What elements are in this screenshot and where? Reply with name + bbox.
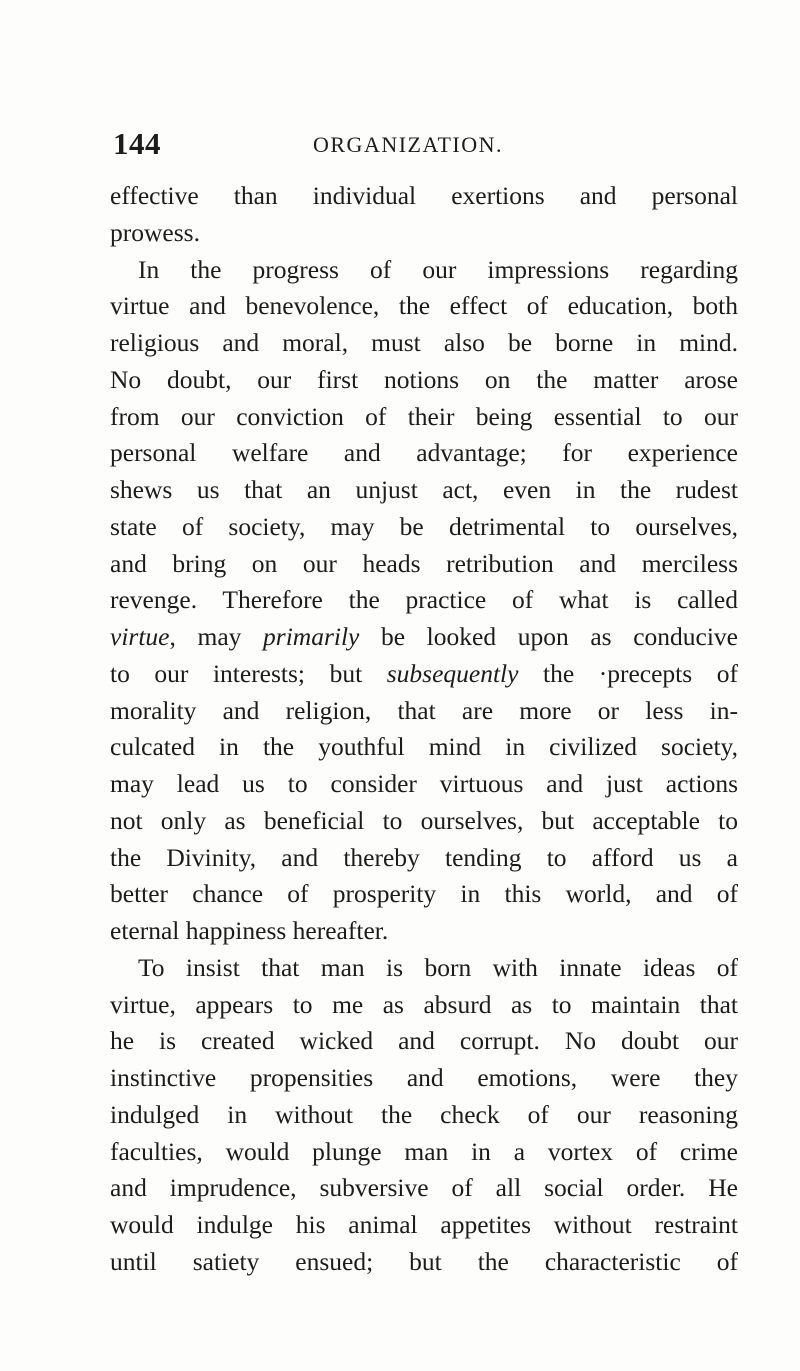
- text-line: revenge. Therefore the practice of what is called: [110, 585, 738, 615]
- text-line: and bring on our heads retribution and merciless: [110, 548, 738, 578]
- text-line: effective than individual exertions and personal: [110, 181, 738, 210]
- text-line: No doubt, our first notions on the matter arose: [110, 364, 738, 394]
- text-line: indulged in without the check of our reasoning: [110, 1099, 738, 1129]
- text-line: from our conviction of their being essential to our: [110, 401, 738, 431]
- page-number: 144: [113, 126, 161, 161]
- text-line: to our interests; but subsequently the ·precepts of: [110, 658, 738, 688]
- text-line: not only as beneficial to ourselves, but acceptable to: [110, 805, 738, 835]
- text-line: virtue, appears to me as absurd as to maintain that: [110, 989, 738, 1019]
- text-line: In the progress of our impressions regarding: [138, 254, 738, 284]
- text-line: may lead us to consider virtuous and just actions: [110, 769, 738, 798]
- text-line: personal welfare and advantage; for experience: [110, 438, 738, 468]
- text-line: would indulge his animal appetites without restraint: [110, 1210, 738, 1239]
- text-line: virtue and benevolence, the effect of education, both: [110, 291, 738, 321]
- text-line: culcated in the youthful mind in civilized society,: [110, 732, 738, 762]
- text-line: religious and moral, must also be borne in mind.: [110, 328, 738, 357]
- text-line: state of society, may be detrimental to ourselves,: [110, 511, 738, 541]
- text-line: until satiety ensued; but the characteristic of: [110, 1246, 738, 1276]
- text-line: shews us that an unjust act, even in the rudest: [110, 475, 738, 504]
- running-head: [113, 126, 733, 162]
- text-line: faculties, would plunge man in a vortex of crime: [110, 1136, 738, 1166]
- text-line: To insist that man is born with innate ideas of: [138, 952, 738, 982]
- text-line: better chance of prosperity in this world, and of: [110, 879, 738, 909]
- text-line: the Divinity, and thereby tending to afford us a: [110, 842, 738, 872]
- text-line: he is created wicked and corrupt. No doubt our: [110, 1026, 738, 1056]
- text-line: and imprudence, subversive of all social order. He: [110, 1173, 738, 1203]
- text-line: prowess.: [110, 217, 200, 247]
- text-line: virtue, may primarily be looked upon as conducive: [110, 622, 738, 651]
- text-line: morality and religion, that are more or less in-: [110, 695, 738, 725]
- text-line: instinctive propensities and emotions, were they: [110, 1063, 738, 1092]
- running-title: ORGANIZATION.: [313, 132, 503, 157]
- text-line: eternal happiness hereafter.: [110, 916, 389, 945]
- body-text: [110, 178, 738, 1281]
